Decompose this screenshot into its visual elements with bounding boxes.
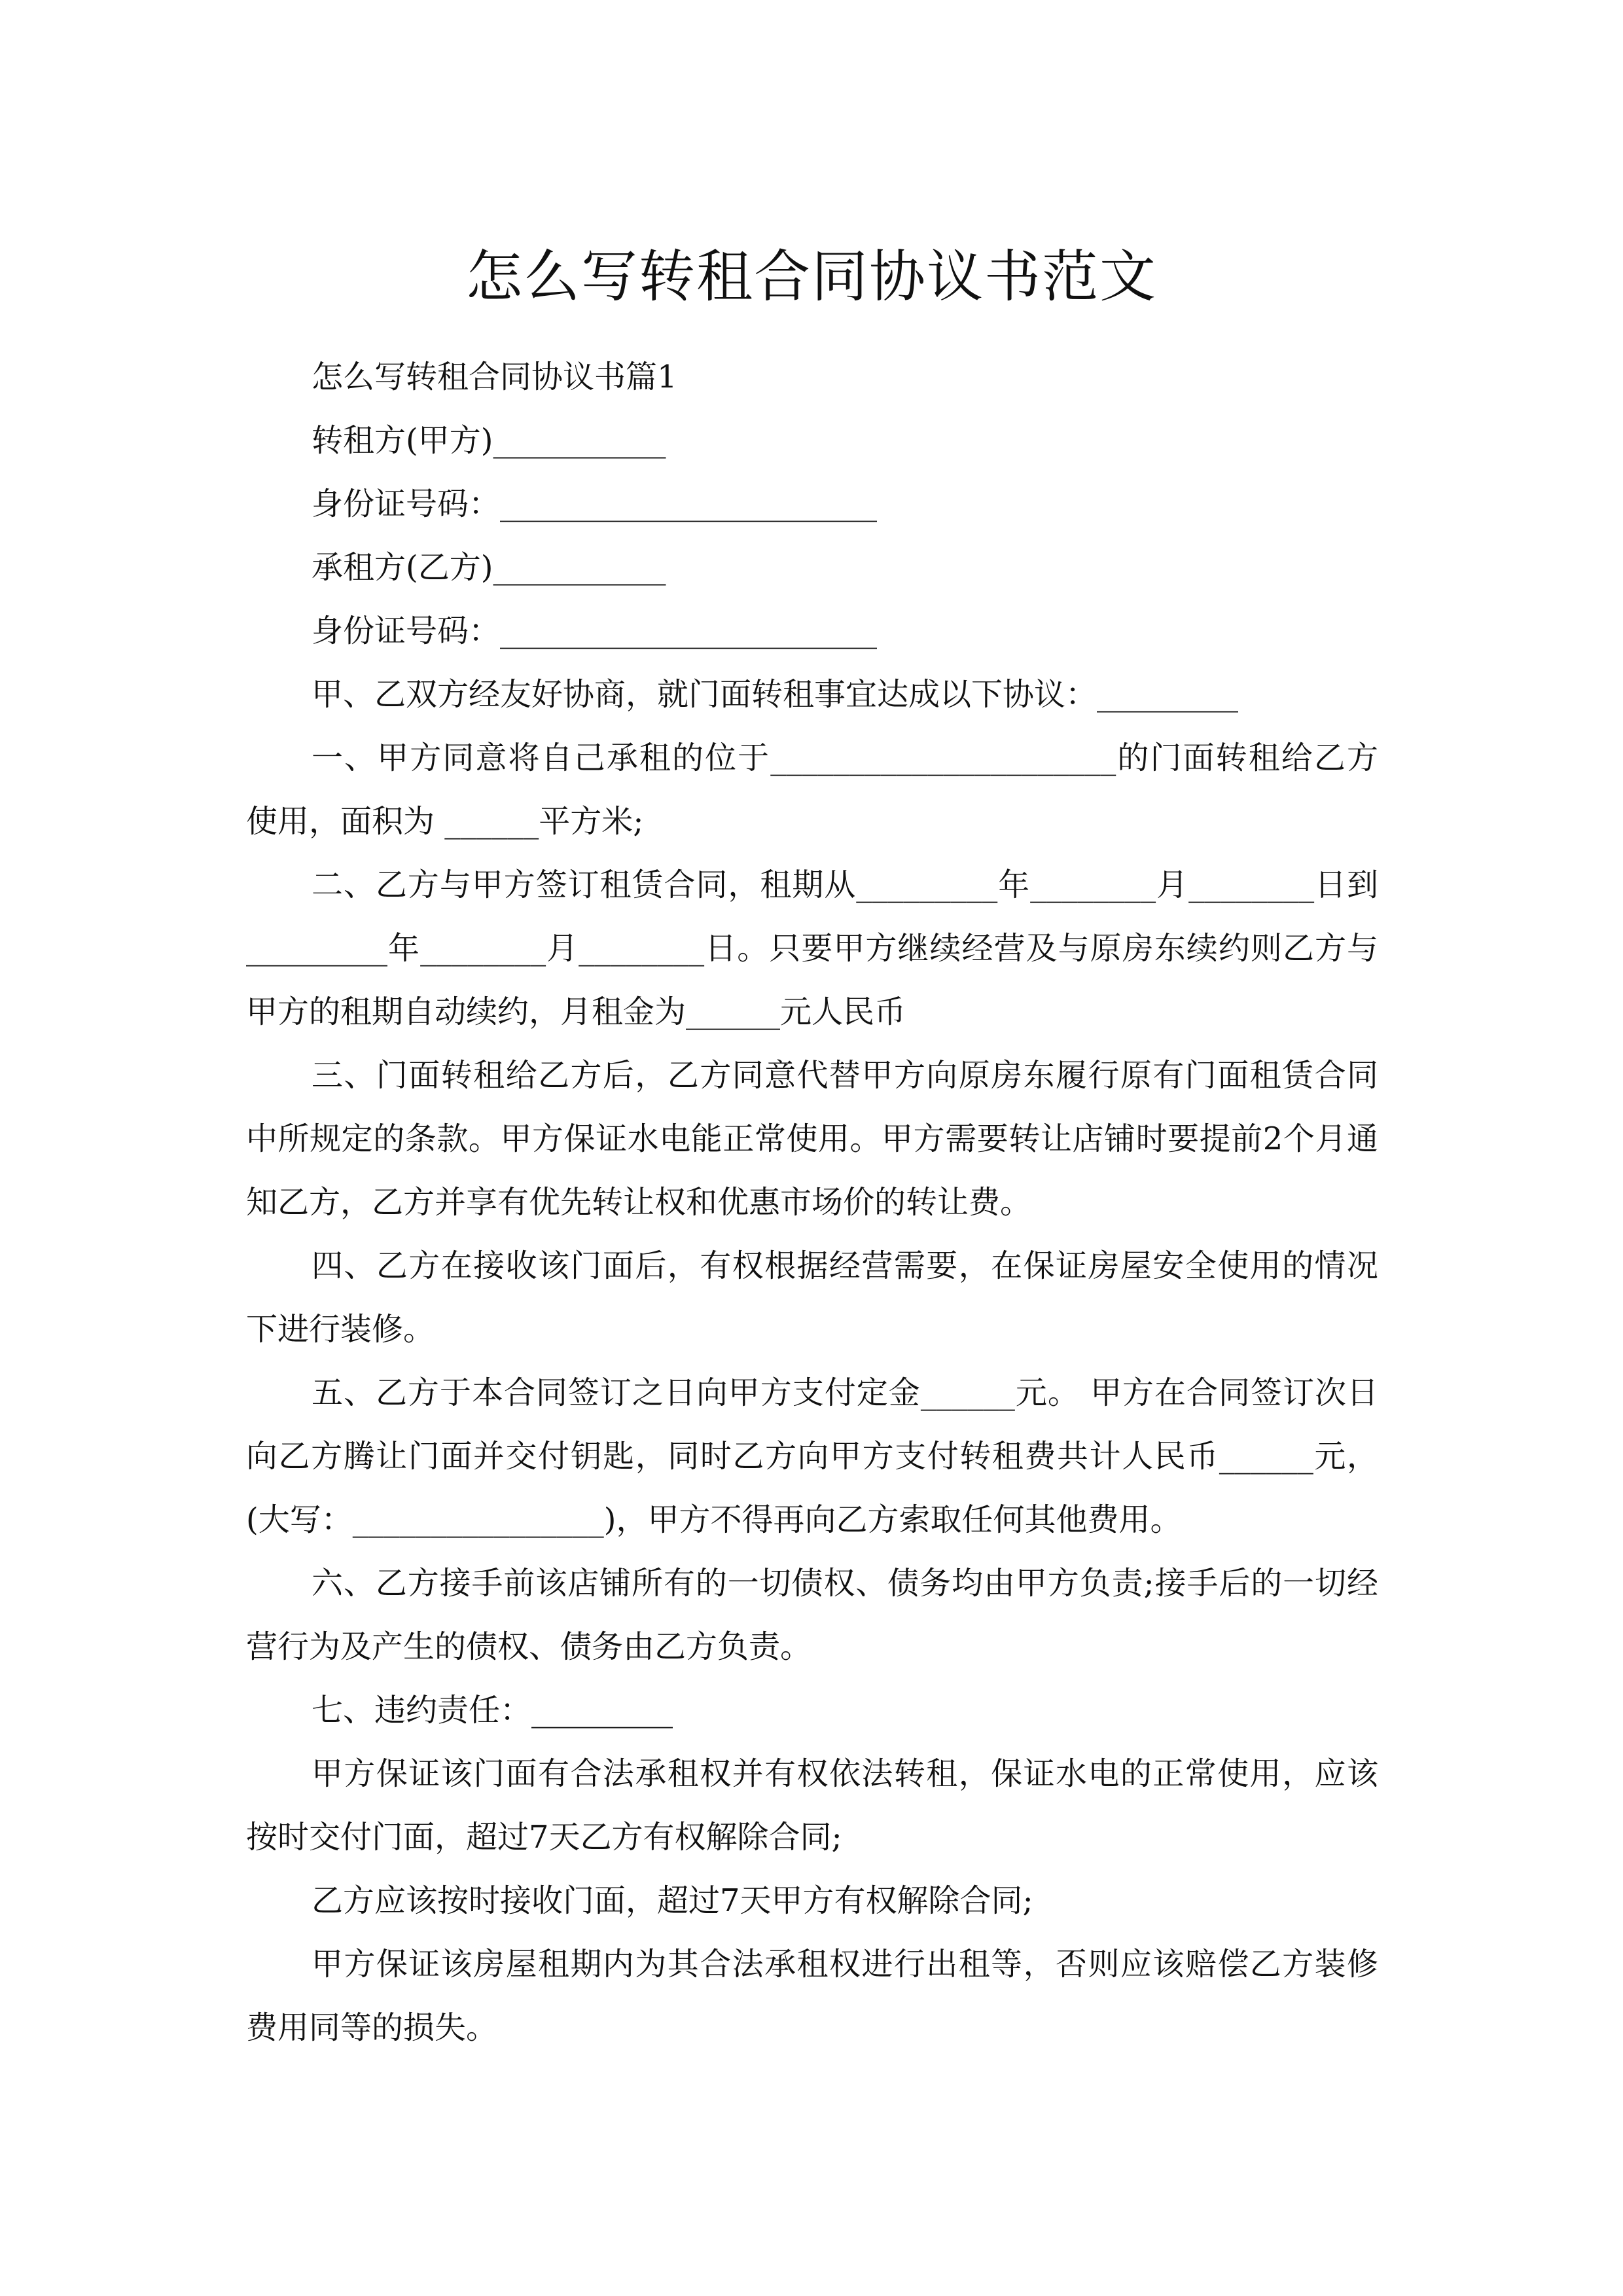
section-heading: 怎么写转租合同协议书篇1 — [312, 359, 677, 395]
liability-party-a: 甲方保证该门面有合法承租权并有权依法转租，保证水电的正常使用，应该按时交付门面，超过7天乙方有权解除合同; — [246, 1755, 1378, 1856]
clause-6: 六、乙方接手前该店铺所有的一切债权、债务均由甲方负责;接手后的一切经营行为及产生的债权、债务由乙方负责。 — [246, 1565, 1378, 1665]
party-a-field: 转租方(甲方)___________ — [312, 422, 666, 459]
clause-2: 二、乙方与甲方签订租赁合同，租期从_________年________月________日到_________年________月________日。只要甲方继续经营及与原房东续约则乙方与甲方的租期自动续约，月租金为______元人民币 — [246, 867, 1378, 1030]
clause-5: 五、乙方于本合同签订之日向甲方支付定金______元。 甲方在合同签订次日向乙方腾让门面并交付钥匙，同时乙方向甲方支付转租费共计人民币______元，(大写：________________)，甲方不得再向乙方索取任何其他费用。 — [246, 1374, 1378, 1538]
liability-party-b: 乙方应该按时接收门面，超过7天甲方有权解除合同; — [312, 1882, 1033, 1919]
clause-3: 三、门面转租给乙方后，乙方同意代替甲方向原房东履行原有门面租赁合同中所规定的条款。甲方保证水电能正常使用。甲方需要转让店铺时要提前2个月通知乙方，乙方并享有优先转让权和优惠市场价的转让费。 — [246, 1057, 1378, 1221]
document-title: 怎么写转租合同协议书范文 — [466, 243, 1157, 310]
liability-compensation: 甲方保证该房屋租期内为其合法承租权进行出租等，否则应该赔偿乙方装修费用同等的损失。 — [246, 1946, 1378, 2046]
clause-1: 一、甲方同意将自己承租的位于______________________的门面转租给乙方使用，面积为 ______平方米; — [246, 740, 1378, 840]
party-b-field: 承租方(乙方)___________ — [312, 549, 666, 586]
party-b-id-field: 身份证号码：________________________ — [312, 613, 878, 649]
clause-7-heading: 七、违约责任：_________ — [312, 1692, 673, 1729]
party-a-id-field: 身份证号码：________________________ — [312, 486, 878, 522]
agreement-intro: 甲、乙双方经友好协商，就门面转租事宜达成以下协议：_________ — [312, 676, 1239, 713]
clause-4: 四、乙方在接收该门面后，有权根据经营需要，在保证房屋安全使用的情况下进行装修。 — [246, 1247, 1378, 1348]
document-body — [246, 346, 1378, 2060]
